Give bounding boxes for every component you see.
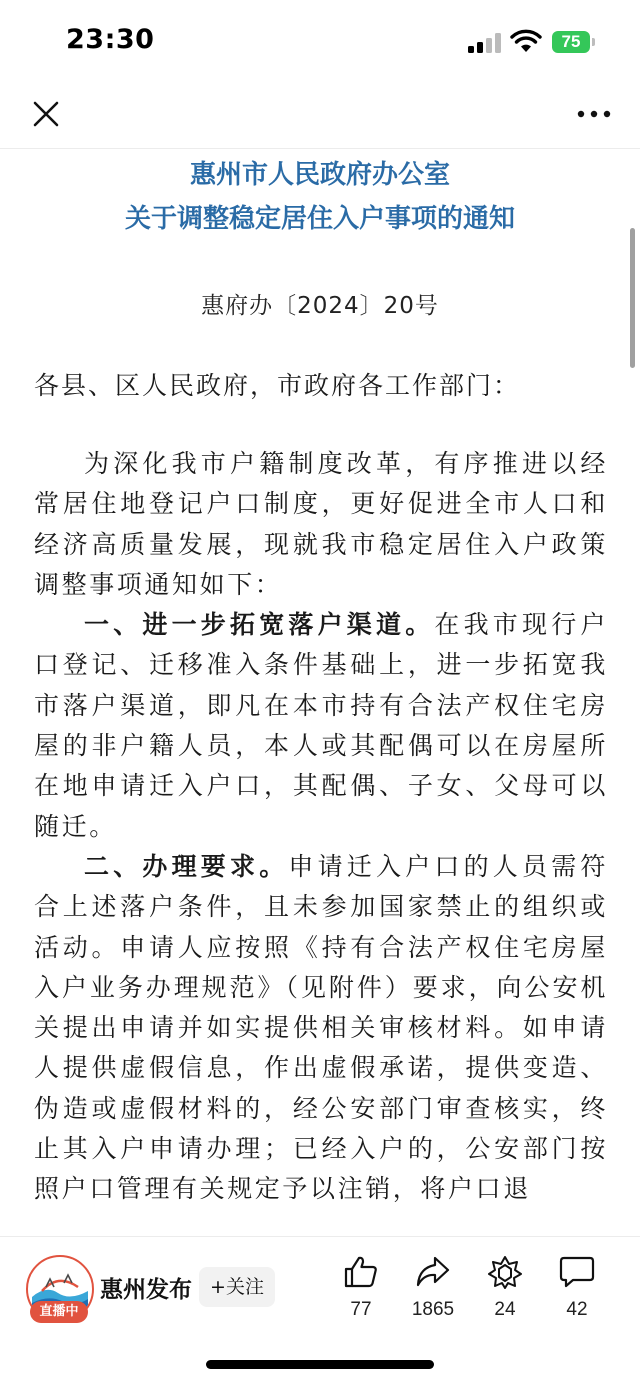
battery-level: 75 [561,32,581,51]
status-time: 23:30 [66,24,155,55]
scrollbar[interactable] [630,228,635,368]
paragraph-2 [34,847,608,1210]
follow-button[interactable]: +关注 [199,1267,275,1307]
paragraph-1-text: 在我市现行户口登记、迁移准入条件基础上，进一步拓宽我市落户渠道，即凡在本市持有合法产权住宅房屋的非户籍人员，本人或其配偶可以在房屋所在地申请迁入户口，其配偶、子女、父母可以随迁。 [34,610,609,841]
comment-bubble-icon [559,1255,595,1289]
live-badge[interactable]: 直播中 [30,1301,88,1323]
paragraph-2-heading: 二、办理要求。 [84,851,289,881]
comment-button[interactable] [537,1255,617,1321]
like-button[interactable] [321,1255,401,1321]
cellular-signal-icon [468,33,502,53]
status-bar [0,0,640,80]
paragraph-1 [34,605,608,847]
nav-bar [0,80,640,149]
flower-star-icon [487,1255,523,1289]
wifi-icon [510,28,542,54]
article-body [34,444,608,1210]
share-count: 1865 [411,1299,455,1320]
share-arrow-icon [415,1255,451,1289]
battery-icon [552,31,596,53]
like-count: 77 [350,1299,372,1320]
paragraph-intro: 为深化我市户籍制度改革，有序推进以经常居住地登记户口制度，更好促进全市人口和经济高质量发展，现就我市稳定居住入户政策调整事项通知如下： [34,449,608,599]
article-title-line1: 惠州市人民政府办公室 [189,160,450,190]
article-title-line2: 关于调整稳定居住入户事项的通知 [124,204,515,234]
paragraph-1-heading: 一、进一步拓宽落户渠道。 [84,610,435,640]
account-name[interactable]: 惠州发布 [100,1277,192,1303]
thumbs-up-icon [343,1255,379,1289]
share-button[interactable] [393,1255,473,1321]
close-icon[interactable] [26,94,66,134]
salutation: 各县、区人民政府，市政府各工作部门： [34,371,521,400]
favorite-button[interactable] [465,1255,545,1321]
favorite-count: 24 [494,1299,516,1320]
comment-count: 42 [566,1299,588,1320]
document-number: 惠府办〔2024〕20号 [201,293,439,319]
article-content [0,150,640,1235]
home-indicator[interactable] [206,1360,434,1369]
more-dots-icon[interactable] [572,94,616,134]
paragraph-2-text: 申请迁入户口的人员需符合上述落户条件，且未参加国家禁止的组织或活动。申请人应按照《持有合法产权住宅房屋入户业务办理规范》（见附件）要求，向公安机关提出申请并如实提供相关审核材料。如申请人提供虚假信息，作出虚假承诺，提供变造、伪造或虚假材料的，经公安部门审查核实，终止其入户申请办理；已经入户的，公安部门按照户口管理有关规定予以注销，将户口退 [34,851,608,1204]
